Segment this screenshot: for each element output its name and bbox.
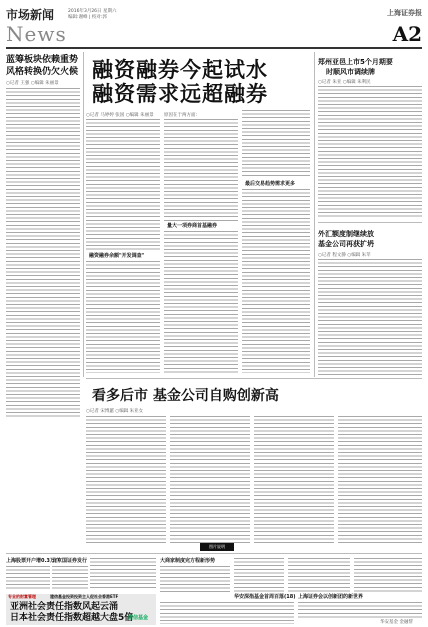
right-mid-author: ○记者 程文静 ○编辑 朱苹 — [318, 253, 371, 258]
bottom-mid-text-d — [160, 602, 294, 624]
section-en: News — [6, 22, 67, 46]
left-article-body — [6, 88, 80, 418]
issue-meta — [68, 9, 116, 21]
right-mid-body — [318, 259, 422, 377]
ad-main-title-1: 亚洲社会责任指数风起云涌 — [10, 602, 119, 612]
right-mid-title-2: 基金公司再获扩坍 — [318, 240, 374, 248]
right-top-author: ○记者 朱亚 ○编辑 朱利民 — [318, 80, 371, 85]
issue-editor: 编辑:谢峰 | 校对:郭 — [68, 15, 107, 20]
lead-title-1: 融资融券今起试水 — [92, 58, 268, 82]
left-article-title-2: 风格转换仍欠火候 — [6, 67, 79, 77]
bottom-mid-text-c — [288, 558, 350, 592]
bottom-right-text — [354, 558, 422, 592]
lead-col1-text-b — [86, 261, 160, 373]
rule — [86, 378, 422, 379]
right-mid-title-1: 外汇额度制继续放 — [318, 230, 374, 238]
ad-logo: 建信基金 — [128, 615, 149, 621]
middle-col2 — [170, 416, 250, 544]
lead-subhead-2: 量大一项券商首基融券 — [167, 223, 218, 229]
photo-caption-tag: 图片说明 — [200, 543, 234, 551]
bottom-right-text-2 — [298, 602, 422, 618]
bottom-mid-text-b — [234, 558, 284, 592]
bottom-mid-title: 大商家制度完方程新形势 — [160, 558, 216, 564]
lead-subhead-3: 最后交易趋势需求更多 — [245, 181, 296, 187]
section-title: 市场新闻 — [6, 8, 55, 22]
bottom-left-text — [6, 566, 50, 590]
page-number: A2 — [392, 22, 422, 46]
masthead — [6, 6, 422, 44]
right-top-title-2: 时顺风市调续牌 — [326, 68, 375, 76]
bottom-left-text-2 — [52, 566, 88, 590]
lead-col2-text-a — [164, 119, 238, 221]
lead-col3-text-b — [242, 189, 310, 373]
lead-col2-text-b — [164, 231, 238, 373]
right-top-body — [318, 86, 422, 218]
masthead-rule — [6, 47, 422, 49]
bottom-right-title: 上海证券会以创新团的新世界 — [298, 594, 364, 600]
newspaper-brand: 上海证券报 — [387, 9, 422, 17]
column-divider — [83, 52, 84, 377]
bottom-left-title: 上海股票开户增0.3万户 — [6, 558, 60, 564]
lead-col1-text-a — [86, 119, 160, 251]
rule — [6, 553, 422, 554]
bottom-mid-title-5: 华安深指基金首周百落(18) — [234, 594, 296, 600]
ad-main-title-2: 日本社会责任指数超越大盘5倍 — [10, 613, 134, 623]
ad-tag: 专业的财富管理 — [8, 594, 36, 599]
right-top-title-1: 郑州亚邑上市5个月期要 — [318, 58, 393, 66]
lead-subhead-1: 融资融券余额"开发调查" — [89, 253, 145, 259]
bottom-footer: 华安基金 金融帮 — [380, 620, 413, 625]
left-article-title-1: 蓝筹板块依赖重势 — [6, 55, 79, 65]
lead-title-2: 融资需求远超融券 — [92, 82, 268, 106]
bottom-mid-text — [160, 566, 230, 592]
middle-col4 — [338, 416, 422, 544]
bottom-text-3 — [90, 558, 156, 590]
bottom-left-title-2: 北京国证券发行 — [52, 558, 88, 564]
lead-col3-text-a — [242, 110, 310, 178]
lead-col2-lead: 原因在于两方面: — [164, 113, 198, 118]
middle-col1 — [86, 416, 166, 544]
rule — [318, 222, 422, 223]
left-article-author: ○记者 王强 ○编辑 朱丽景 — [6, 81, 59, 86]
column-divider — [314, 52, 315, 377]
ad-line: 建信基金投资投资主人促社会香港ETF — [50, 594, 119, 599]
issue-date: 2016年3月26日 星期六 — [68, 9, 117, 14]
middle-title: 看多后市 基金公司自购创新高 — [92, 388, 279, 404]
middle-col3 — [254, 416, 334, 544]
middle-author: ○记者 宋博蕙 ○编辑 朱亚女 — [86, 409, 144, 414]
lead-author: ○记者 马婷婷 张国 ○编辑 朱丽景 — [86, 113, 154, 118]
